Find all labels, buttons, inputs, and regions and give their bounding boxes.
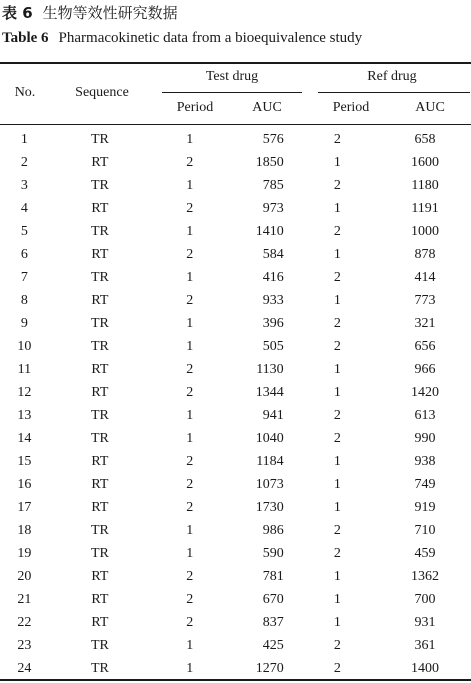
cell-ref-auc: 459 xyxy=(414,546,436,561)
caption-en-title: Pharmacokinetic data from a bioequivalence study xyxy=(58,30,363,46)
header-ref-auc: AUC xyxy=(415,100,445,115)
cell-no: 19 xyxy=(17,546,32,561)
cell-no: 2 xyxy=(20,155,28,170)
table-row xyxy=(0,312,471,335)
table-row xyxy=(0,519,471,542)
cell-test-period: 2 xyxy=(186,293,194,308)
cell-ref-auc: 966 xyxy=(414,362,436,377)
cell-ref-auc: 656 xyxy=(414,339,436,354)
ref-drug-group-rule xyxy=(318,92,470,93)
cell-sequence: TR xyxy=(90,316,109,331)
cell-sequence: RT xyxy=(91,247,109,262)
cell-test-auc: 986 xyxy=(262,523,284,538)
cell-test-auc: 416 xyxy=(262,270,284,285)
cell-sequence: TR xyxy=(90,431,109,446)
cell-sequence: TR xyxy=(90,178,109,193)
cell-ref-auc: 1400 xyxy=(411,661,440,676)
cell-no: 5 xyxy=(20,224,28,239)
table-row xyxy=(0,381,471,404)
cell-test-period: 2 xyxy=(186,592,194,607)
cell-ref-auc: 710 xyxy=(414,523,436,538)
cell-ref-auc: 749 xyxy=(414,477,436,492)
cell-test-period: 2 xyxy=(186,500,194,515)
cell-test-auc: 1130 xyxy=(256,362,284,377)
cell-ref-auc: 773 xyxy=(414,293,436,308)
table-row xyxy=(0,266,471,289)
cell-test-auc: 670 xyxy=(262,592,284,607)
cell-test-period: 1 xyxy=(186,523,194,538)
cell-ref-period: 2 xyxy=(333,132,341,147)
cell-ref-period: 1 xyxy=(333,385,341,400)
table-row xyxy=(0,542,471,565)
cell-ref-period: 2 xyxy=(333,523,341,538)
cell-test-period: 2 xyxy=(186,247,194,262)
cell-test-period: 1 xyxy=(186,408,194,423)
cell-test-auc: 1184 xyxy=(256,454,284,469)
cell-ref-period: 1 xyxy=(333,201,341,216)
cell-ref-auc: 919 xyxy=(414,500,436,515)
table-row xyxy=(0,220,471,243)
cell-ref-auc: 1600 xyxy=(411,155,440,170)
table-header-rule xyxy=(0,124,471,125)
cell-no: 20 xyxy=(17,569,32,584)
table-caption-chinese xyxy=(2,2,178,23)
cell-ref-period: 1 xyxy=(333,454,341,469)
table-body xyxy=(0,128,471,680)
table-row xyxy=(0,611,471,634)
header-test-period: Period xyxy=(176,100,214,115)
cell-ref-auc: 1180 xyxy=(411,178,439,193)
cell-no: 7 xyxy=(20,270,28,285)
cell-no: 9 xyxy=(20,316,28,331)
cell-test-auc: 1270 xyxy=(255,661,284,676)
table-row xyxy=(0,243,471,266)
cell-test-auc: 584 xyxy=(262,247,284,262)
cell-test-auc: 933 xyxy=(262,293,284,308)
cell-ref-auc: 931 xyxy=(414,615,436,630)
cell-test-period: 1 xyxy=(186,431,194,446)
cell-ref-period: 2 xyxy=(333,638,341,653)
cell-ref-auc: 990 xyxy=(414,431,436,446)
table-row xyxy=(0,565,471,588)
cell-sequence: RT xyxy=(91,477,109,492)
cell-ref-period: 2 xyxy=(333,178,341,193)
cell-sequence: TR xyxy=(90,224,109,239)
cell-ref-auc: 361 xyxy=(414,638,436,653)
caption-cn-title: 生物等效性研究数据 xyxy=(42,4,178,22)
header-sequence: Sequence xyxy=(75,85,129,100)
cell-test-period: 2 xyxy=(186,201,194,216)
cell-ref-period: 2 xyxy=(333,224,341,239)
cell-ref-period: 1 xyxy=(333,569,341,584)
cell-no: 1 xyxy=(20,132,28,147)
cell-ref-period: 1 xyxy=(333,477,341,492)
cell-sequence: RT xyxy=(91,362,109,377)
table-row xyxy=(0,404,471,427)
cell-no: 24 xyxy=(17,661,32,676)
cell-ref-period: 1 xyxy=(333,362,341,377)
cell-ref-period: 1 xyxy=(333,615,341,630)
cell-sequence: RT xyxy=(91,500,109,515)
table-row xyxy=(0,151,471,174)
header-test-drug: Test drug xyxy=(205,69,259,84)
cell-test-auc: 576 xyxy=(262,132,284,147)
cell-sequence: RT xyxy=(91,155,109,170)
table-row xyxy=(0,358,471,381)
cell-test-period: 2 xyxy=(186,615,194,630)
cell-test-auc: 590 xyxy=(262,546,284,561)
cell-test-auc: 1073 xyxy=(255,477,284,492)
cell-test-period: 2 xyxy=(186,569,194,584)
cell-no: 11 xyxy=(17,362,32,377)
cell-no: 15 xyxy=(17,454,32,469)
cell-test-period: 1 xyxy=(186,339,194,354)
cell-ref-period: 2 xyxy=(333,661,341,676)
cell-test-period: 2 xyxy=(186,385,194,400)
cell-test-auc: 425 xyxy=(262,638,284,653)
cell-ref-auc: 1362 xyxy=(411,569,440,584)
cell-no: 13 xyxy=(17,408,32,423)
cell-ref-period: 1 xyxy=(333,293,341,308)
cell-test-auc: 1040 xyxy=(255,431,284,446)
cell-no: 22 xyxy=(17,615,32,630)
cell-ref-period: 2 xyxy=(333,546,341,561)
cell-ref-period: 2 xyxy=(333,431,341,446)
cell-ref-period: 1 xyxy=(333,592,341,607)
cell-sequence: TR xyxy=(90,339,109,354)
cell-ref-auc: 1420 xyxy=(411,385,440,400)
table-row xyxy=(0,657,471,680)
cell-ref-period: 1 xyxy=(333,247,341,262)
cell-sequence: TR xyxy=(90,661,109,676)
table-row xyxy=(0,174,471,197)
cell-ref-period: 2 xyxy=(333,408,341,423)
cell-sequence: RT xyxy=(91,615,109,630)
cell-ref-auc: 700 xyxy=(414,592,436,607)
cell-no: 3 xyxy=(20,178,28,193)
cell-sequence: TR xyxy=(90,523,109,538)
bioequivalence-data-table xyxy=(0,128,471,680)
table-row xyxy=(0,496,471,519)
cell-test-auc: 973 xyxy=(262,201,284,216)
cell-ref-auc: 878 xyxy=(414,247,436,262)
cell-ref-period: 2 xyxy=(333,316,341,331)
cell-no: 23 xyxy=(17,638,32,653)
caption-en-label: Table 6 xyxy=(2,30,49,46)
cell-sequence: RT xyxy=(91,592,109,607)
cell-no: 8 xyxy=(20,293,28,308)
cell-ref-auc: 613 xyxy=(414,408,436,423)
cell-sequence: RT xyxy=(91,201,109,216)
table-row xyxy=(0,197,471,220)
cell-no: 12 xyxy=(17,385,32,400)
header-no: No. xyxy=(14,85,36,100)
table-caption-english xyxy=(2,30,362,47)
table-row xyxy=(0,634,471,657)
cell-test-auc: 505 xyxy=(262,339,284,354)
test-drug-group-rule xyxy=(162,92,302,93)
caption-cn-label: 表 6 xyxy=(2,4,33,22)
cell-ref-auc: 1191 xyxy=(411,201,439,216)
cell-test-period: 2 xyxy=(186,454,194,469)
cell-test-auc: 781 xyxy=(262,569,284,584)
table-row xyxy=(0,335,471,358)
cell-test-period: 1 xyxy=(186,638,194,653)
cell-no: 14 xyxy=(17,431,32,446)
cell-ref-period: 2 xyxy=(333,339,341,354)
table-row xyxy=(0,450,471,473)
cell-ref-auc: 938 xyxy=(414,454,436,469)
cell-sequence: TR xyxy=(90,546,109,561)
header-ref-period: Period xyxy=(332,100,370,115)
cell-sequence: RT xyxy=(91,569,109,584)
cell-test-period: 1 xyxy=(186,224,194,239)
cell-sequence: TR xyxy=(90,638,109,653)
cell-test-auc: 1850 xyxy=(255,155,284,170)
cell-ref-period: 2 xyxy=(333,270,341,285)
cell-test-auc: 941 xyxy=(262,408,284,423)
cell-test-auc: 837 xyxy=(262,615,284,630)
cell-no: 10 xyxy=(17,339,32,354)
cell-no: 17 xyxy=(17,500,32,515)
cell-sequence: TR xyxy=(90,408,109,423)
cell-ref-auc: 414 xyxy=(414,270,436,285)
cell-test-period: 1 xyxy=(186,132,194,147)
table-row xyxy=(0,128,471,151)
cell-test-auc: 1410 xyxy=(255,224,284,239)
cell-test-auc: 396 xyxy=(262,316,284,331)
table-row xyxy=(0,588,471,611)
cell-sequence: RT xyxy=(91,385,109,400)
cell-no: 6 xyxy=(20,247,28,262)
cell-test-period: 1 xyxy=(186,661,194,676)
cell-no: 21 xyxy=(17,592,32,607)
cell-ref-period: 1 xyxy=(333,155,341,170)
table-row xyxy=(0,473,471,496)
cell-test-period: 2 xyxy=(186,362,194,377)
cell-ref-auc: 658 xyxy=(414,132,436,147)
cell-test-period: 1 xyxy=(186,178,194,193)
cell-test-period: 1 xyxy=(186,546,194,561)
cell-ref-auc: 321 xyxy=(414,316,436,331)
cell-sequence: RT xyxy=(91,293,109,308)
header-test-auc: AUC xyxy=(252,100,282,115)
cell-sequence: TR xyxy=(90,270,109,285)
cell-test-period: 1 xyxy=(186,270,194,285)
cell-test-auc: 1730 xyxy=(255,500,284,515)
cell-test-auc: 1344 xyxy=(255,385,284,400)
cell-no: 16 xyxy=(17,477,32,492)
cell-ref-auc: 1000 xyxy=(411,224,440,239)
cell-test-period: 2 xyxy=(186,155,194,170)
cell-test-period: 1 xyxy=(186,316,194,331)
table-top-rule xyxy=(0,62,471,64)
header-ref-drug: Ref drug xyxy=(367,69,417,84)
table-row xyxy=(0,289,471,312)
cell-test-auc: 785 xyxy=(262,178,284,193)
cell-sequence: TR xyxy=(90,132,109,147)
table-row xyxy=(0,427,471,450)
cell-test-period: 2 xyxy=(186,477,194,492)
cell-ref-period: 1 xyxy=(333,500,341,515)
cell-no: 18 xyxy=(17,523,32,538)
cell-sequence: RT xyxy=(91,454,109,469)
cell-no: 4 xyxy=(20,201,28,216)
